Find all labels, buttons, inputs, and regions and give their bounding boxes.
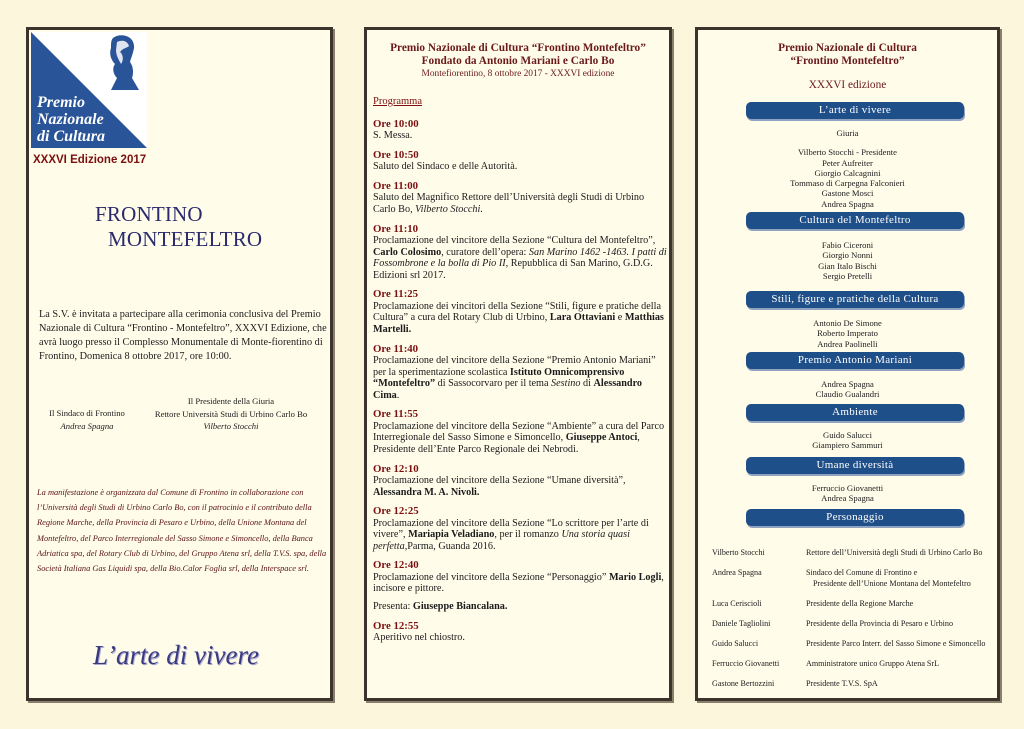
schedule-item xyxy=(373,288,669,335)
personaggio-row xyxy=(712,568,997,599)
slot-text: Proclamazione del vincitore della Sezione “Ambiente” a cura del Parco Interregionale del Sasso Simone e Simoncello, xyxy=(373,420,665,444)
slot-text: , incisore e pittore. xyxy=(373,571,664,595)
slot-text: Proclamazione del vincitore della Sezione “Lo scrittore per l’arte di vivere”, xyxy=(373,517,649,541)
slot-winner: Istituto Omnicomprensivo “Montefeltro” xyxy=(373,366,625,390)
header-founders: Fondato da Antonio Mariani e Carlo Bo xyxy=(421,55,615,67)
slot-time: Ore 12:10 xyxy=(373,462,419,475)
section-bar: Stili, figure e pratiche della Cultura xyxy=(746,291,964,308)
jury-member: Andrea Spagna xyxy=(821,493,874,504)
schedule xyxy=(373,118,669,651)
slot-desc: Saluto del Sindaco e delle Autorità. xyxy=(373,161,518,173)
slot-winner: Mariapia Veladiano xyxy=(408,529,495,541)
jury-subtitle: Giuria xyxy=(836,128,859,138)
event-title xyxy=(95,202,262,252)
personaggio-row xyxy=(712,639,997,659)
schedule-item xyxy=(373,118,669,142)
person-role: Presidente della Regione Marche xyxy=(806,599,914,608)
jury-members xyxy=(698,240,997,281)
slot-winner: Lara Ottaviani xyxy=(549,312,616,324)
person-name: Daniele Tagliolini xyxy=(712,619,771,628)
logo-line: Premio xyxy=(37,94,85,111)
slot-work: Sestino xyxy=(551,378,581,390)
slot-work: Una storia quasi perfetta xyxy=(373,529,630,552)
slot-desc xyxy=(373,192,669,215)
program-panel xyxy=(364,27,672,701)
person-role: Presidente della Provincia di Pesaro e Urbino xyxy=(806,619,953,628)
person-role-line: Presidente dell’Unione Montana del Montefeltro xyxy=(813,578,971,588)
slot-text: . xyxy=(396,389,400,401)
header-title: “Frontino Montefeltro” xyxy=(790,55,905,67)
slot-person: Vilberto Stocchi. xyxy=(415,204,483,215)
title-line: FRONTINO xyxy=(95,202,203,226)
schedule-item xyxy=(373,620,669,644)
slot-desc xyxy=(373,355,669,401)
person-name: Luca Ceriscioli xyxy=(712,599,762,608)
section-bar: Personaggio xyxy=(746,509,964,526)
person-name: Vilberto Stocchi xyxy=(712,548,765,557)
person-name: Andrea Spagna xyxy=(712,568,762,577)
slot-time: Ore 11:40 xyxy=(373,342,419,355)
jury-panel xyxy=(695,27,1000,701)
person-role: Presidente T.V.S. SpA xyxy=(806,679,878,688)
slot-time: Ore 11:55 xyxy=(373,408,419,421)
section-bar: Cultura del Montefeltro xyxy=(746,212,964,229)
jury-members xyxy=(698,379,997,400)
jury-member: Giorgio Calcagnini xyxy=(814,167,881,178)
schedule-item xyxy=(373,559,669,612)
jury-member: Tommaso di Carpegna Falconieri xyxy=(790,178,905,189)
presenter-line xyxy=(373,601,669,613)
signature-role: Il Sindaco di Frontino xyxy=(49,408,125,418)
schedule-item xyxy=(373,343,669,402)
person-role: Rettore dell’Università degli Studi di Urbino Carlo Bo xyxy=(806,548,983,557)
jury-members xyxy=(698,318,997,349)
title-line: MONTEFELTRO xyxy=(108,227,263,251)
invitation-panel xyxy=(26,27,333,701)
invitation-text: La S.V. è invitata a partecipare alla cerimonia conclusiva del Premio Nazionale di Cultura “Frontino - Montefeltro”, XXXVI Edizione, che avrà luogo presso il Complesso Monumentale di Monte-fiorentino di Frontino, Domenica 8 ottobre 2017, ore 10:00. xyxy=(39,309,327,362)
jury-members xyxy=(698,430,997,451)
slot-desc xyxy=(373,421,669,456)
header-edition: XXXVI edizione xyxy=(808,79,887,91)
person-name: Guido Salucci xyxy=(712,639,759,648)
jury-members xyxy=(698,483,997,504)
slot-text: e xyxy=(617,312,623,324)
jury-member: Giorgio Nonni xyxy=(822,250,873,261)
slot-time: Ore 11:00 xyxy=(373,180,419,192)
section-bar: Umane diversità xyxy=(746,457,964,474)
slot-text: Saluto del Magnifico Rettore dell’Università degli Studi di Urbino Carlo Bo, xyxy=(373,192,645,215)
slot-desc xyxy=(373,301,669,336)
jury-member: Claudio Gualandri xyxy=(815,389,880,400)
jury-member: Andrea Spagna xyxy=(821,379,874,389)
signature-mayor xyxy=(45,407,129,432)
logo-line: Nazionale xyxy=(37,111,104,128)
slot-winner: Mario Logli xyxy=(608,571,662,583)
logo-text xyxy=(37,94,105,145)
header-title: Premio Nazionale di Cultura “Frontino Montefeltro” xyxy=(390,42,646,54)
slot-desc xyxy=(373,572,669,595)
slot-time: Ore 12:40 xyxy=(373,559,419,572)
jury-member: Fabio Ciceroni xyxy=(821,240,874,250)
signature-name: Andrea Spagna xyxy=(60,420,114,431)
personaggio-row xyxy=(712,599,997,619)
slot-text: Proclamazione del vincitore della Sezione “Cultura del Montefeltro”, xyxy=(373,235,656,246)
slot-text: di xyxy=(583,378,591,390)
signature-name: Vilberto Stocchi xyxy=(203,421,259,431)
slot-time: Ore 10:00 xyxy=(373,118,419,130)
presenter-label: Presenta: xyxy=(373,600,411,612)
section-bar: L’arte di vivere xyxy=(746,102,964,119)
programma-label: Programma xyxy=(373,96,422,107)
person-role: Amministratore unico Gruppo Atena SrL xyxy=(806,659,940,668)
slot-text: di Sassocorvaro per il tema xyxy=(437,378,549,390)
schedule-item xyxy=(373,223,669,282)
schedule-item xyxy=(373,408,669,455)
logo-line: di Cultura xyxy=(37,128,106,145)
slot-text: ,Parma, Guanda 2016. xyxy=(404,540,496,552)
jury-header xyxy=(698,42,997,91)
slot-text: , Repubblica di San Marino, G.D.G. Edizioni srl 2017. xyxy=(373,258,653,281)
presenter-name: Giuseppe Biancalana. xyxy=(412,600,508,612)
slot-time: Ore 10:50 xyxy=(373,149,419,161)
schedule-item xyxy=(373,463,669,499)
person-name: Gastone Bertozzini xyxy=(712,679,775,688)
section-bar: Ambiente xyxy=(746,404,964,421)
motto: L’arte di vivere xyxy=(93,640,259,670)
signature-role: Rettore Università Studi di Urbino Carlo Bo xyxy=(154,408,308,419)
personaggio-row xyxy=(712,659,997,679)
person-role xyxy=(806,568,1000,589)
slot-time: Ore 11:10 xyxy=(373,222,419,235)
slot-winner: Carlo Colosimo xyxy=(373,246,442,258)
slot-text: , Presidente dell’Ente Parco Regionale dei Nebrodi. xyxy=(373,432,640,455)
edition-label: XXXVI Edizione 2017 xyxy=(33,154,147,166)
jury-member: Roberto Imperato xyxy=(817,328,878,339)
jury-members xyxy=(698,128,997,209)
slot-text: , curatore dell’opera: xyxy=(441,246,527,258)
slot-winner: Alessandro Cima xyxy=(373,378,643,401)
signature-jury-president xyxy=(150,395,312,433)
jury-member: Andrea Paolinelli xyxy=(817,338,878,349)
schedule-item xyxy=(373,149,669,173)
portrait-icon xyxy=(103,34,141,92)
jury-member: Gian Italo Bischi xyxy=(818,260,877,271)
personaggio-row xyxy=(712,619,997,639)
slot-desc: S. Messa. xyxy=(373,130,413,142)
jury-member: Giampiero Sammuri xyxy=(812,440,883,451)
slot-text: Proclamazione dei vincitori della Sezione “Stili, figure e pratiche della Cultura” a cura del Rotary Club di Urbino, xyxy=(373,300,661,324)
slot-time: Ore 12:55 xyxy=(373,619,419,632)
slot-desc: Aperitivo nel chiostro. xyxy=(373,631,465,643)
slot-winner: Giuseppe Antoci xyxy=(565,432,638,444)
program-header xyxy=(367,42,669,81)
jury-member: Peter Aufreiter xyxy=(822,157,873,168)
jury-member: Andrea Spagna xyxy=(821,198,874,209)
header-date: Montefiorentino, 8 ottobre 2017 - XXXVI edizione xyxy=(421,69,615,79)
jury-member: Sergio Pretelli xyxy=(822,270,873,281)
slot-work: San Marino 1462 -1463. I patti di Fossombrone e la bolla di Pio II xyxy=(373,246,667,270)
personaggio-row xyxy=(712,548,997,568)
section-bar: Premio Antonio Mariani xyxy=(746,352,964,369)
jury-member: Ferruccio Giovanetti xyxy=(811,483,884,493)
signature-role: Il Presidente della Giuria xyxy=(187,396,275,406)
schedule-item xyxy=(373,505,669,552)
slot-winner: Matthias Martelli. xyxy=(373,312,664,335)
schedule-item xyxy=(373,180,669,216)
slot-text: Proclamazione del vincitore della Sezione “Personaggio” xyxy=(373,571,607,583)
slot-text: Proclamazione del vincitore della Sezione “Premio Antonio Mariani” per la sperimentazione scolastica xyxy=(373,354,656,378)
jury-member: Gastone Mosci xyxy=(821,188,874,199)
personaggio-list xyxy=(712,548,997,699)
slot-desc xyxy=(373,518,669,553)
slot-text: , per il romanzo xyxy=(494,529,559,541)
slot-desc xyxy=(373,235,669,281)
organizers-note: La manifestazione è organizzata dal Comune di Frontino in collaborazione con l’Università degli Studi di Urbino Carlo Bo, con il patrocinio e il contributo della Regione Marche, della Provincia di Pesaro e Urbino, della Unione Montana del Montefeltro, del Parco Interregionale del Sasso Simone e Simoncello, della Banca Adriatica spa, del Rotary Club di Urbino, del Gruppo Atena srl, della T.V.S. spa, della Società Italiana Gas Liquidi spa, della Bio.Calor Foglia srl, della Interspace srl. xyxy=(37,488,327,574)
person-role-line: Sindaco del Comune di Frontino e xyxy=(806,568,918,577)
person-role: Presidente Parco Interr. del Sasso Simone e Simoncello xyxy=(806,639,986,648)
person-name: Ferruccio Giovanetti xyxy=(712,659,780,668)
jury-member: Guido Salucci xyxy=(823,430,872,440)
header-title: Premio Nazionale di Cultura xyxy=(778,42,917,54)
slot-time: Ore 11:25 xyxy=(373,288,419,301)
slot-winner: Alessandra M. A. Nivoli. xyxy=(373,486,480,498)
slot-desc xyxy=(373,475,669,498)
jury-member: Antonio De Simone xyxy=(813,318,882,328)
slot-time: Ore 12:25 xyxy=(373,505,419,518)
jury-member: Vilberto Stocchi - Presidente xyxy=(797,147,897,158)
prize-logo xyxy=(31,32,147,148)
personaggio-row xyxy=(712,679,997,699)
slot-text: Proclamazione del vincitore della Sezione “Umane diversità”, xyxy=(373,474,626,486)
